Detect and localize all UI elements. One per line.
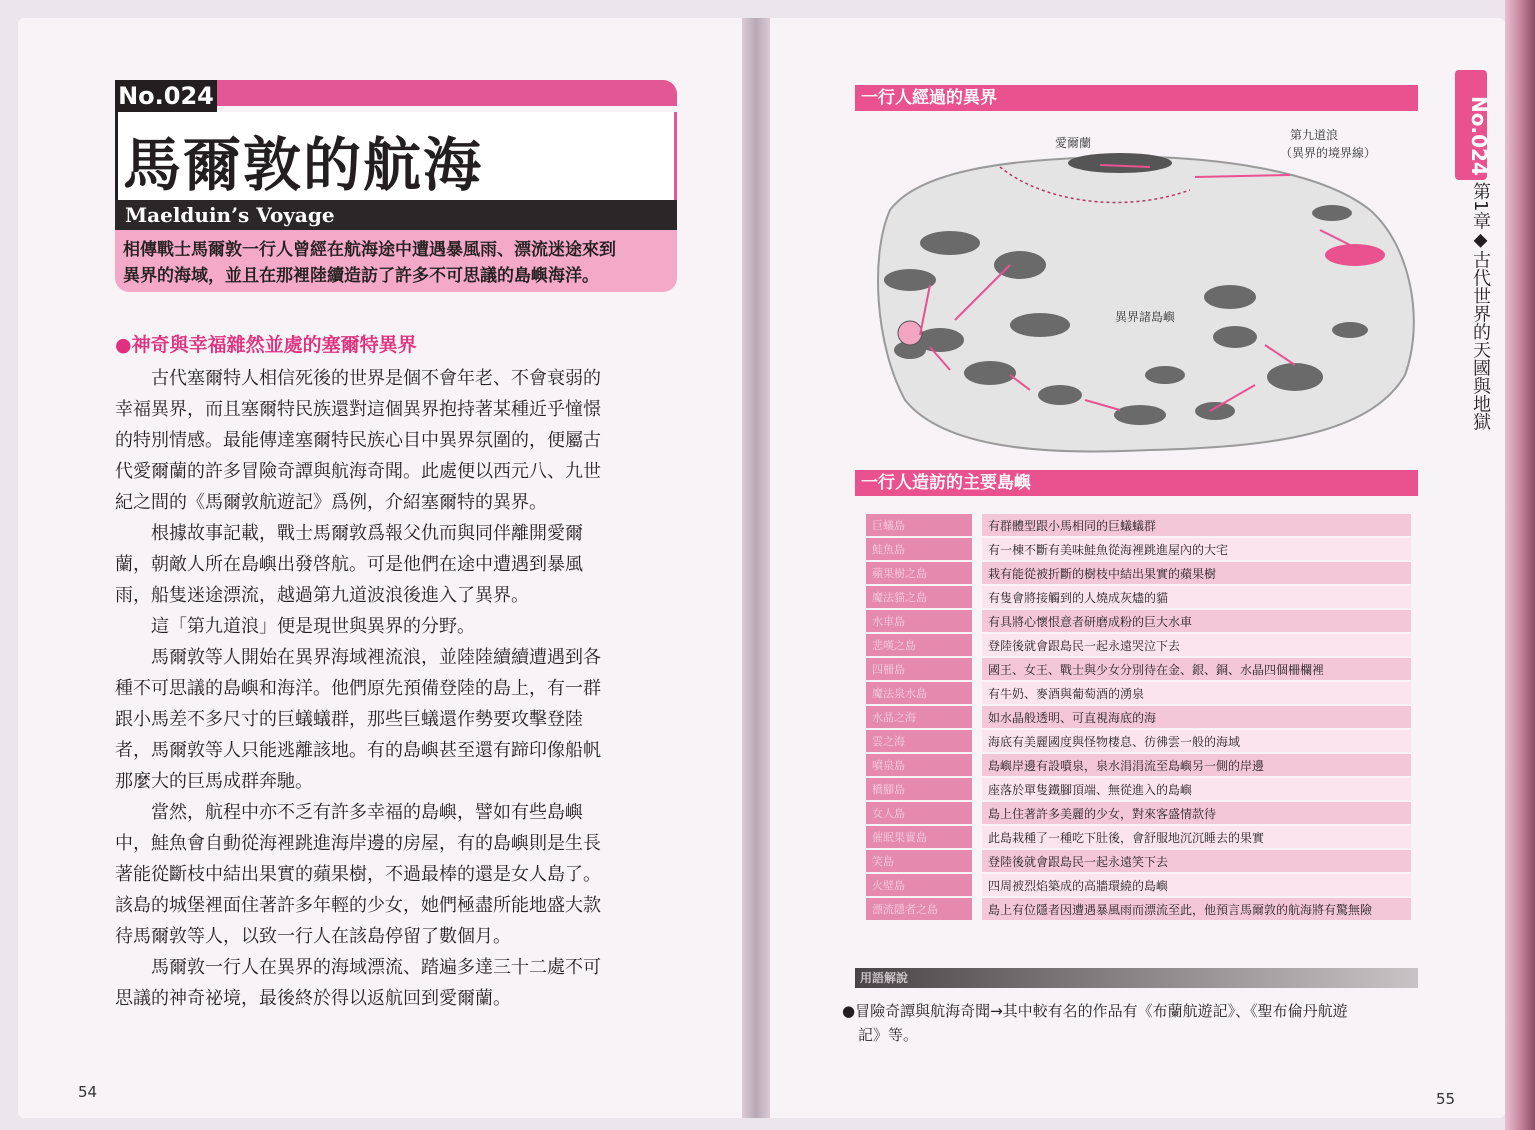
island-row xyxy=(866,802,1411,824)
notes-label: 用語解說 xyxy=(860,971,909,985)
apple-tree-icon xyxy=(898,321,922,345)
island-row xyxy=(866,730,1411,752)
body-line: 思議的神奇祕境，最後終於得以返航回到愛爾蘭。 xyxy=(115,988,511,1009)
island xyxy=(920,231,980,255)
island-description: 登陸後就會跟島民一起永遠笑下去 xyxy=(972,850,1411,872)
body-line: 古代塞爾特人相信死後的世界是個不會年老、不會衰弱的 xyxy=(115,368,601,389)
island-description: 登陸後就會跟島民一起永遠哭泣下去 xyxy=(972,634,1411,656)
side-article-number: No.024 xyxy=(1467,96,1491,176)
island-row xyxy=(866,634,1411,656)
island-row xyxy=(866,754,1411,776)
island xyxy=(1213,326,1257,348)
body-line: 馬爾敦一行人在異界的海域漂流、踏遍多達三十二處不可 xyxy=(115,957,601,978)
island-name: 魔法貓之島 xyxy=(866,586,972,608)
island-name: 火壁島 xyxy=(866,874,972,896)
body-line: 中，鮭魚會自動從海裡跳進海岸邊的房屋，有的島嶼則是生長 xyxy=(115,833,601,854)
islands-heading-bar xyxy=(855,470,1418,496)
side-chapter-title: 第1章◆古代世界的天國與地獄 xyxy=(1470,182,1491,431)
island-description: 島上有位隱者因遭遇暴風雨而漂流至此，他預言馬爾敦的航海將有驚無險 xyxy=(972,898,1411,920)
island-name: 鮭魚島 xyxy=(866,538,972,560)
island-description: 有群體型跟小馬相同的巨蟻蟻群 xyxy=(972,514,1411,536)
island-name: 女人島 xyxy=(866,802,972,824)
island xyxy=(1332,322,1368,338)
island-description: 如水晶般透明、可直視海底的海 xyxy=(972,706,1411,728)
island xyxy=(1195,402,1235,420)
body-line: 這「第九道浪」便是現世與異界的分野。 xyxy=(115,616,475,637)
island-row xyxy=(866,826,1411,848)
island-description: 有一棟不斷有美味鮭魚從海裡跳進屋內的大宅 xyxy=(972,538,1411,560)
island-name: 雲之海 xyxy=(866,730,972,752)
island-name: 魔法泉水島 xyxy=(866,682,972,704)
island xyxy=(1114,405,1166,425)
body-line: 者，馬爾敦等人只能逃離該地。有的島嶼甚至還有蹄印像船帆 xyxy=(115,740,601,761)
english-title: Maelduin’s Voyage xyxy=(125,203,335,227)
island-description: 有牛奶、麥酒與葡萄酒的湧泉 xyxy=(972,682,1411,704)
article-title: 馬爾敦的航海 xyxy=(123,131,484,199)
island-row xyxy=(866,610,1411,632)
island xyxy=(1312,205,1352,221)
island xyxy=(1204,285,1256,309)
voyage-map xyxy=(850,115,1420,460)
section-heading: ●神奇與幸福雜然並處的塞爾特異界 xyxy=(115,334,417,356)
body-line: 代愛爾蘭的許多冒險奇譚與航海奇聞。此處便以西元八、九世 xyxy=(115,461,601,482)
island-name: 橋腳島 xyxy=(866,778,972,800)
island-row xyxy=(866,778,1411,800)
map-heading-bar xyxy=(855,85,1418,111)
body-line: 紀之間的《馬爾敦航遊記》爲例，介紹塞爾特的異界。 xyxy=(115,492,547,513)
map-heading: 一行人經過的異界 xyxy=(861,88,997,108)
note-line: ●冒險奇譚與航海奇聞→其中較有名的作品有《布蘭航遊記》、《聖布倫丹航遊 xyxy=(842,1002,1348,1020)
island-row xyxy=(866,850,1411,872)
island-ireland xyxy=(1068,153,1172,173)
island-row xyxy=(866,874,1411,896)
notes-label-bar xyxy=(855,968,1418,988)
island-description: 此島栽種了一種吃下肚後，會舒服地沉沉睡去的果實 xyxy=(972,826,1411,848)
body-line: 幸福異界，而且塞爾特民族還對這個異界抱持著某種近乎憧憬 xyxy=(115,399,601,420)
body-line: 跟小馬差不多尺寸的巨蟻蟻群，那些巨蟻還作勢要攻擊登陸 xyxy=(115,709,583,730)
island-row xyxy=(866,586,1411,608)
island-description: 有具將心懷恨意者研磨成粉的巨大水車 xyxy=(972,610,1411,632)
summary-box xyxy=(115,230,677,292)
title-rule xyxy=(217,80,677,106)
island-description: 座落於單隻鐵腳頂端、無從進入的島嶼 xyxy=(972,778,1411,800)
island xyxy=(884,269,936,291)
map-label-otherworld-islands: 異界諸島嶼 xyxy=(1115,310,1176,324)
island-name: 悲嘆之島 xyxy=(866,634,972,656)
island xyxy=(1038,385,1082,405)
article-number-badge: No.024 xyxy=(115,80,217,112)
island-name: 巨蟻島 xyxy=(866,514,972,536)
island xyxy=(994,251,1046,279)
book-gutter xyxy=(742,18,770,1118)
island-row xyxy=(866,658,1411,680)
map-label-ireland: 愛爾蘭 xyxy=(1055,136,1092,150)
island-description: 島嶼岸邊有設噴泉，泉水涓涓流至島嶼另一側的岸邊 xyxy=(972,754,1411,776)
island-description: 四周被烈焰築成的高牆環繞的島嶼 xyxy=(972,874,1411,896)
body-line: 該島的城堡裡面住著許多年輕的少女，她們極盡所能地盛大款 xyxy=(115,895,601,916)
body-line: 著能從斷枝中結出果實的蘋果樹，不過最棒的還是女人島了。 xyxy=(115,864,601,885)
island xyxy=(964,361,1016,385)
island-name: 漂流隱者之島 xyxy=(866,898,972,920)
island-description: 海底有美麗國度與怪物棲息、彷彿雲一般的海域 xyxy=(972,730,1411,752)
map-label-ninth-wave-note: （異界的境界線） xyxy=(1280,146,1377,160)
island-description: 島上住著許多美麗的少女，對來客盛情款待 xyxy=(972,802,1411,824)
island-description: 國王、女王、戰士與少女分別待在金、銀、銅、水晶四個柵欄裡 xyxy=(972,658,1411,680)
island-row xyxy=(866,514,1411,536)
island xyxy=(1010,313,1070,337)
island xyxy=(1145,366,1185,384)
summary-line: 相傳戰士馬爾敦一行人曾經在航海途中遭遇暴風雨、漂流迷途來到 xyxy=(123,240,616,260)
page-number-right: 55 xyxy=(1436,1090,1456,1108)
body-line: 蘭，朝敵人所在島嶼出發啓航。可是他們在途中遭遇到暴風 xyxy=(115,554,583,575)
island-row xyxy=(866,538,1411,560)
islands-table xyxy=(866,512,1411,922)
island-fire-wall xyxy=(1325,244,1385,266)
island-name: 水車島 xyxy=(866,610,972,632)
island-name: 四柵島 xyxy=(866,658,972,680)
body-line: 當然，航程中亦不乏有許多幸福的島嶼，譬如有些島嶼 xyxy=(115,802,583,823)
body-line: 的特別情感。最能傳達塞爾特民族心目中異界氛圍的，便屬古 xyxy=(115,430,601,451)
body-line: 待馬爾敦等人，以致一行人在該島停留了數個月。 xyxy=(115,926,511,947)
map-label-ninth-wave: 第九道浪 xyxy=(1290,128,1339,142)
island-name: 笑島 xyxy=(866,850,972,872)
island-row xyxy=(866,562,1411,584)
island-description: 栽有能從被折斷的樹枝中結出果實的蘋果樹 xyxy=(972,562,1411,584)
body-line: 根據故事記載，戰士馬爾敦爲報父仇而與同伴離開愛爾 xyxy=(115,523,583,544)
island-row xyxy=(866,706,1411,728)
island-name: 催眠果實島 xyxy=(866,826,972,848)
islands-table-body xyxy=(866,514,1411,920)
body-line: 那麼大的巨馬成群奔馳。 xyxy=(115,771,313,792)
summary-line: 異界的海域，並且在那裡陸續造訪了許多不可思議的島嶼海洋。 xyxy=(123,266,599,286)
islands-heading: 一行人造訪的主要島嶼 xyxy=(861,473,1031,493)
island-row xyxy=(866,898,1411,920)
body-line: 馬爾敦等人開始在異界海域裡流浪，並陸陸續續遭遇到各 xyxy=(115,647,601,668)
note-line: 記》等。 xyxy=(858,1026,919,1044)
body-line: 雨，船隻迷途漂流，越過第九道波浪後進入了異界。 xyxy=(115,585,529,606)
body-line: 種不可思議的島嶼和海洋。他們原先預備登陸的島上，有一群 xyxy=(115,678,601,699)
page-number-left: 54 xyxy=(78,1083,98,1101)
island-name: 水晶之海 xyxy=(866,706,972,728)
island-name: 蘋果樹之島 xyxy=(866,562,972,584)
island-women xyxy=(1267,363,1323,391)
page-edge-stack xyxy=(1505,0,1535,1130)
island-name: 噴泉島 xyxy=(866,754,972,776)
island-description: 有隻會將接觸到的人燒成灰燼的貓 xyxy=(972,586,1411,608)
island-row xyxy=(866,682,1411,704)
